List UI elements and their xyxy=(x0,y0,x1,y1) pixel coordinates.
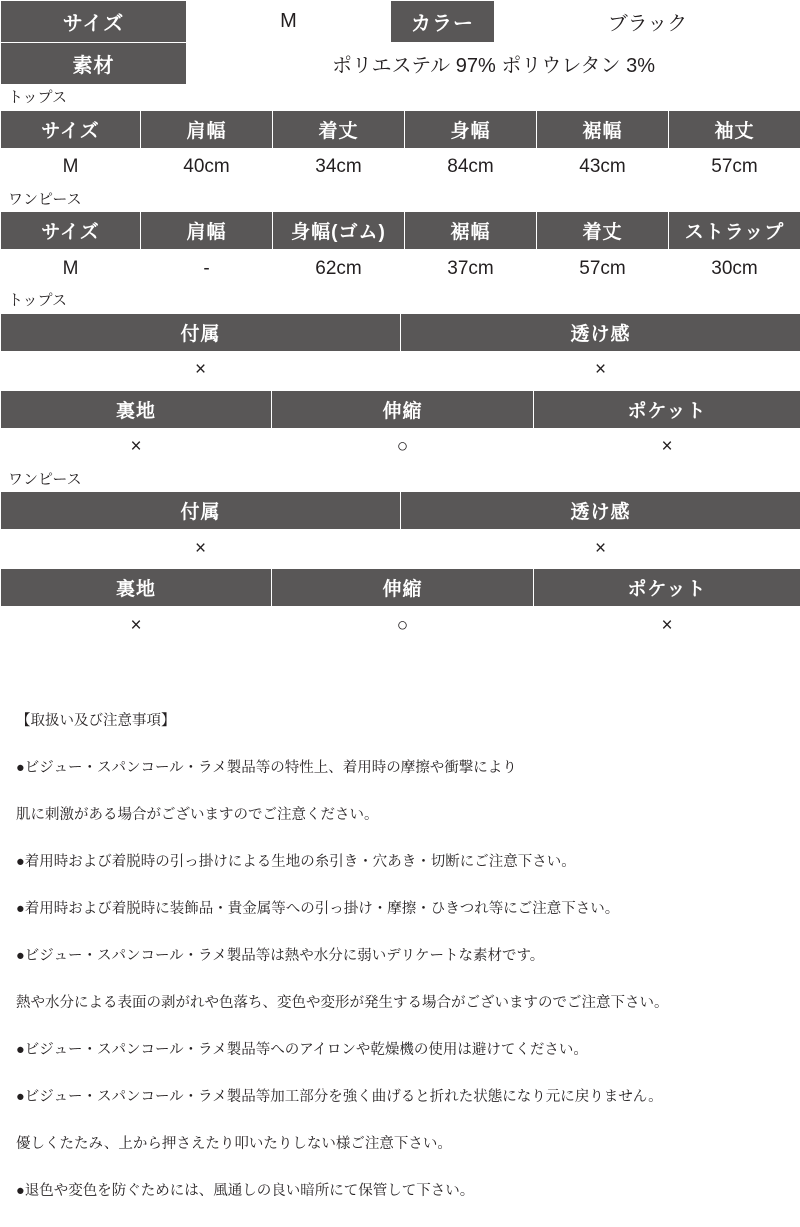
care-note-line: ●退色や変色を防ぐためには、風通しの良い暗所にて保管して下さい。 xyxy=(16,1180,786,1203)
table-row xyxy=(1,428,800,466)
tops-attr-value-sukekan: × xyxy=(401,351,800,389)
tops-size-value-4: 43cm xyxy=(537,148,669,186)
onepiece-attr-value-pocket: × xyxy=(534,607,800,645)
care-note-line: ●ビジュー・スパンコール・ラメ製品等加工部分を強く曲げると折れた状態になり元に戻りません。 xyxy=(16,1086,786,1109)
tops-size-value-5: 57cm xyxy=(669,148,800,186)
tops-attr-header-sukekan: 透け感 xyxy=(401,313,800,351)
tops-size-value-0: M xyxy=(1,148,141,186)
tops-size-header-5: 袖丈 xyxy=(669,110,800,148)
table-row xyxy=(1,390,800,428)
spec-material-header: 素材 xyxy=(1,43,187,85)
spec-color-header: カラー xyxy=(391,1,495,43)
care-note-line: ●ビジュー・スパンコール・ラメ製品等へのアイロンや乾燥機の使用は避けてください。 xyxy=(16,1039,786,1062)
care-note-line: ●ビジュー・スパンコール・ラメ製品等は熱や水分に弱いデリケートな素材です。 xyxy=(16,945,786,968)
onepiece-size-value-3: 37cm xyxy=(405,250,537,288)
onepiece-attr-header-fuzoku: 付属 xyxy=(1,492,401,530)
spec-size-header: サイズ xyxy=(1,1,187,43)
onepiece-size-header-3: 裾幅 xyxy=(405,212,537,250)
table-row xyxy=(1,1,800,43)
tops-size-label: トップス xyxy=(0,85,800,110)
care-note-line: ●着用時および着脱時に装飾品・貴金属等への引っ掛け・摩擦・ひきつれ等にご注意下さい。 xyxy=(16,898,786,921)
table-row xyxy=(1,607,800,645)
tops-size-header-1: 肩幅 xyxy=(141,110,273,148)
onepiece-size-label: ワンピース xyxy=(0,187,800,212)
onepiece-attr-header-uraji: 裏地 xyxy=(1,569,272,607)
care-note-line: 熱や水分による表面の剥がれや色落ち、変色や変形が発生する場合がございますのでご注意下さい。 xyxy=(16,992,786,1015)
spec-material-value: ポリエステル 97% ポリウレタン 3% xyxy=(187,43,800,85)
care-notes xyxy=(0,673,800,1227)
onepiece-attr-header-sukekan: 透け感 xyxy=(401,492,800,530)
onepiece-size-header-0: サイズ xyxy=(1,212,141,250)
onepiece-attr-value-uraji: × xyxy=(1,607,272,645)
tops-size-table xyxy=(0,110,800,187)
onepiece-size-header-5: ストラップ xyxy=(669,212,800,250)
onepiece-size-value-2: 62cm xyxy=(273,250,405,288)
spacer xyxy=(0,645,800,673)
tops-attr-header-shinshuku: 伸縮 xyxy=(272,390,534,428)
onepiece-size-header-4: 着丈 xyxy=(537,212,669,250)
onepiece-attr-value-fuzoku: × xyxy=(1,530,401,568)
tops-attr-label: トップス xyxy=(0,288,800,313)
tops-size-header-0: サイズ xyxy=(1,110,141,148)
tops-attribute-table-2 xyxy=(0,390,800,467)
onepiece-attribute-table-2 xyxy=(0,568,800,645)
tops-size-value-2: 34cm xyxy=(273,148,405,186)
onepiece-attribute-table xyxy=(0,491,800,568)
care-note-line: ●ビジュー・スパンコール・ラメ製品等の特性上、着用時の摩擦や衝撃により xyxy=(16,757,786,780)
onepiece-size-header-2: 身幅(ゴム) xyxy=(273,212,405,250)
tops-attr-header-pocket: ポケット xyxy=(534,390,800,428)
tops-size-value-3: 84cm xyxy=(405,148,537,186)
onepiece-size-value-5: 30cm xyxy=(669,250,800,288)
tops-attr-header-fuzoku: 付属 xyxy=(1,313,401,351)
tops-size-value-1: 40cm xyxy=(141,148,273,186)
spec-size-value: M xyxy=(187,1,391,43)
tops-attr-value-shinshuku: ○ xyxy=(272,428,534,466)
onepiece-attr-label: ワンピース xyxy=(0,467,800,492)
onepiece-attr-header-shinshuku: 伸縮 xyxy=(272,569,534,607)
spec-summary-table xyxy=(0,0,800,85)
table-row xyxy=(1,313,800,351)
tops-size-header-2: 着丈 xyxy=(273,110,405,148)
tops-attribute-table xyxy=(0,313,800,390)
table-row xyxy=(1,148,800,186)
care-note-line: 優しくたたみ、上から押さえたり叩いたりしない様ご注意下さい。 xyxy=(16,1133,786,1156)
onepiece-size-value-1: - xyxy=(141,250,273,288)
tops-size-header-3: 身幅 xyxy=(405,110,537,148)
table-row xyxy=(1,110,800,148)
care-note-line: 肌に刺激がある場合がございますのでご注意ください。 xyxy=(16,804,786,827)
table-row xyxy=(1,530,800,568)
tops-size-header-4: 裾幅 xyxy=(537,110,669,148)
onepiece-size-value-4: 57cm xyxy=(537,250,669,288)
onepiece-size-table xyxy=(0,211,800,288)
onepiece-attr-value-sukekan: × xyxy=(401,530,800,568)
tops-attr-value-uraji: × xyxy=(1,428,272,466)
onepiece-attr-value-shinshuku: ○ xyxy=(272,607,534,645)
table-row xyxy=(1,250,800,288)
tops-attr-header-uraji: 裏地 xyxy=(1,390,272,428)
tops-attr-value-pocket: × xyxy=(534,428,800,466)
spec-color-value: ブラック xyxy=(495,1,800,43)
table-row xyxy=(1,351,800,389)
onepiece-size-header-1: 肩幅 xyxy=(141,212,273,250)
care-note-line: ●着用時および着脱時の引っ掛けによる生地の糸引き・穴あき・切断にご注意下さい。 xyxy=(16,851,786,874)
care-notes-title: 【取扱い及び注意事項】 xyxy=(16,710,786,733)
tops-attr-value-fuzoku: × xyxy=(1,351,401,389)
table-row xyxy=(1,569,800,607)
table-row xyxy=(1,43,800,85)
table-row xyxy=(1,492,800,530)
onepiece-attr-header-pocket: ポケット xyxy=(534,569,800,607)
onepiece-size-value-0: M xyxy=(1,250,141,288)
table-row xyxy=(1,212,800,250)
